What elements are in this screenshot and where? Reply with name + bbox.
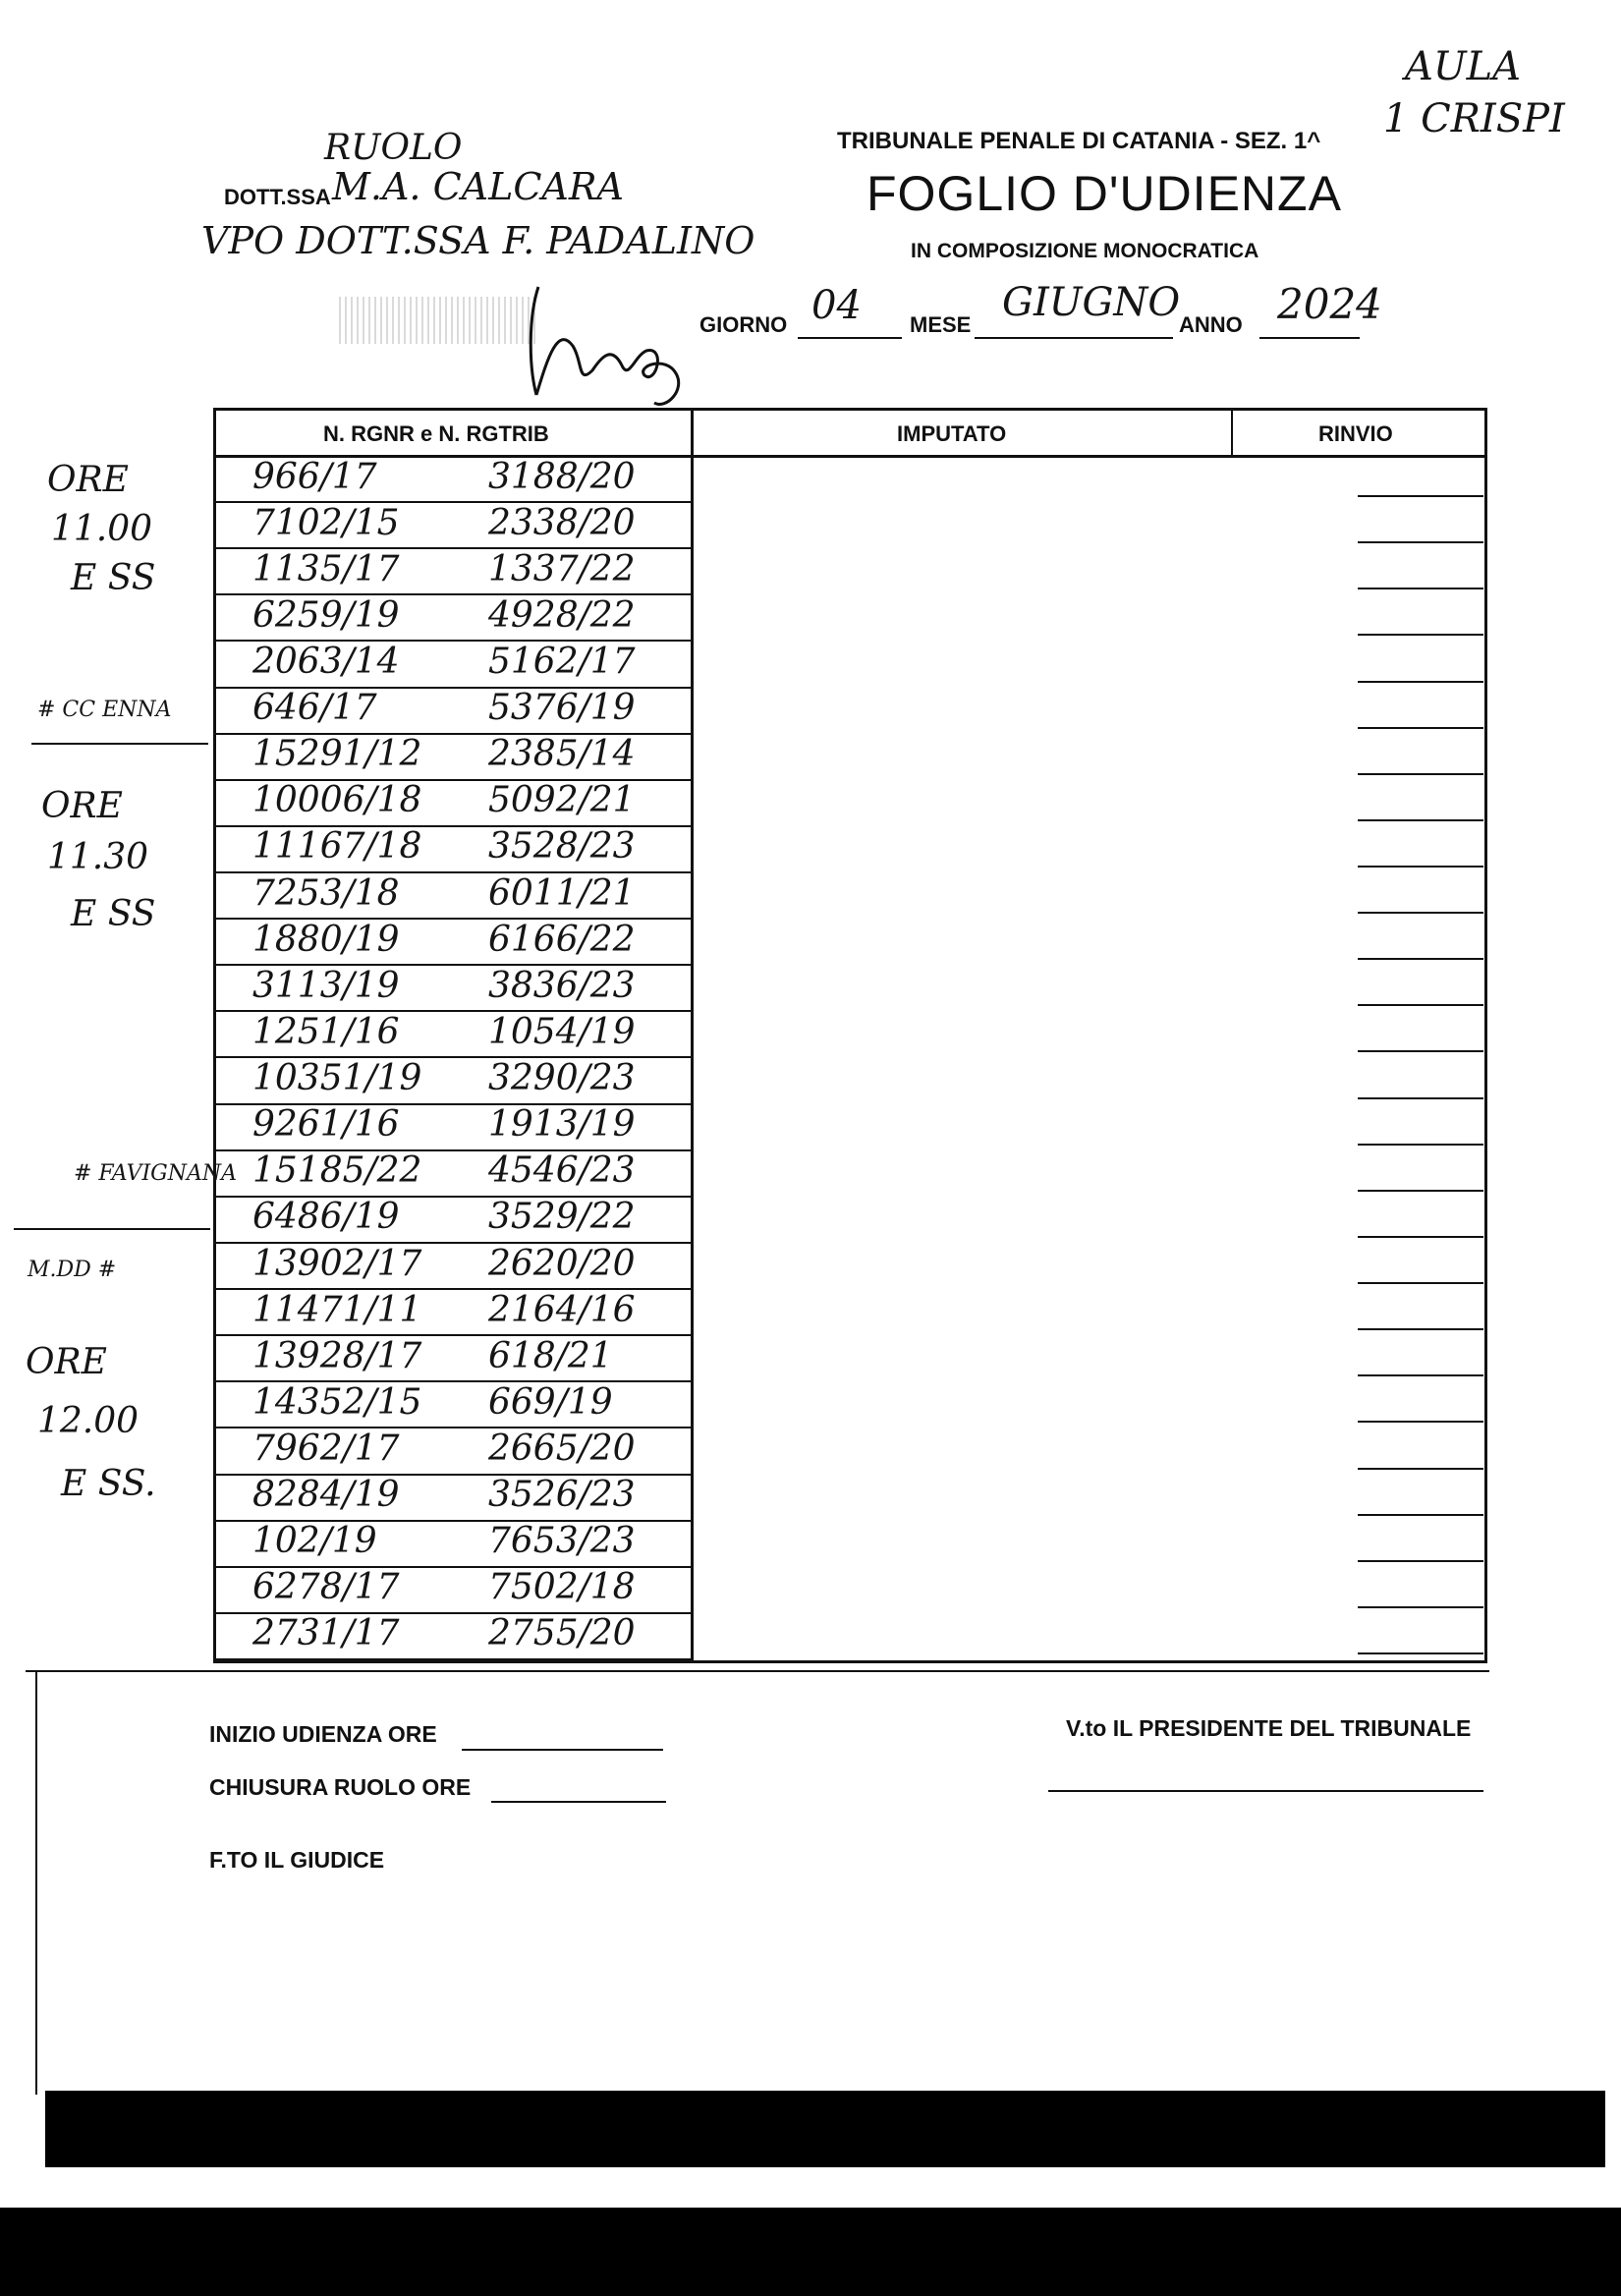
table-row — [213, 1382, 1487, 1428]
rgnr-cell: 11471/11 — [252, 1289, 422, 1330]
rgtrib-cell: 3188/20 — [488, 456, 636, 497]
table-row — [213, 595, 1487, 642]
rgtrib-cell: 7653/23 — [488, 1521, 636, 1562]
side-note-time-1: 11.00 — [51, 509, 153, 549]
rgnr-cell: 1880/19 — [252, 919, 400, 960]
side-note-cc-enna: # CC ENNA — [37, 698, 172, 722]
rgnr-cell: 3113/19 — [252, 965, 400, 1006]
rgnr-cell: 7962/17 — [252, 1428, 400, 1469]
ruolo-note: RUOLO — [324, 128, 463, 168]
table-row — [213, 781, 1487, 827]
rgnr-cell: 8284/19 — [252, 1475, 400, 1516]
col-divider-rinvio — [1231, 408, 1233, 457]
rinvio-blank — [1358, 495, 1483, 497]
rgnr-cell: 2731/17 — [252, 1613, 400, 1654]
side-note-time-2: 11.30 — [47, 837, 149, 877]
rgnr-cell: 13928/17 — [252, 1335, 422, 1376]
header-rinvio: RINVIO — [1318, 421, 1393, 446]
giudice-label: F.TO IL GIUDICE — [209, 1847, 385, 1873]
table-row — [213, 966, 1487, 1012]
side-separator-2 — [14, 1228, 210, 1230]
rinvio-blank — [1358, 819, 1483, 821]
table-row — [213, 873, 1487, 920]
rgnr-cell: 102/19 — [252, 1521, 377, 1562]
rgtrib-cell: 3836/23 — [488, 965, 636, 1006]
giorno-value: 04 — [811, 283, 862, 328]
table-row — [213, 1336, 1487, 1382]
rgtrib-cell: 4546/23 — [488, 1150, 636, 1192]
rgtrib-cell: 7502/18 — [488, 1567, 636, 1608]
rgnr-cell: 7253/18 — [252, 872, 400, 914]
mese-value: GIUGNO — [1002, 280, 1181, 325]
table-row — [213, 1614, 1487, 1660]
rinvio-blank — [1358, 1606, 1483, 1608]
rgtrib-cell: 4928/22 — [488, 594, 636, 636]
rinvio-blank — [1358, 541, 1483, 543]
signature-mark — [519, 277, 715, 415]
side-note-ore-3: ORE — [26, 1342, 107, 1382]
scan-black-band-bottom — [0, 2208, 1621, 2296]
rinvio-blank — [1358, 1468, 1483, 1470]
rinvio-blank — [1358, 958, 1483, 960]
side-note-favignana: # FAVIGNANA — [74, 1161, 237, 1186]
rinvio-blank — [1358, 773, 1483, 775]
header-rgnr: N. RGNR e N. RGTRIB — [323, 421, 549, 446]
side-note-ess-3: E SS. — [61, 1464, 156, 1504]
left-margin-line — [35, 1672, 37, 2095]
table-row — [213, 920, 1487, 966]
court-name: TRIBUNALE PENALE DI CATANIA - SEZ. 1^ — [837, 128, 1321, 154]
table-row — [213, 827, 1487, 873]
row-separator — [213, 1658, 693, 1660]
rgnr-cell: 6486/19 — [252, 1197, 400, 1238]
rgnr-cell: 1135/17 — [252, 548, 400, 589]
table-row — [213, 1244, 1487, 1290]
rgtrib-cell: 2755/20 — [488, 1613, 636, 1654]
rgnr-cell: 14352/15 — [252, 1381, 422, 1423]
rgtrib-cell: 1337/22 — [488, 548, 636, 589]
table-row — [213, 1476, 1487, 1522]
rinvio-blank — [1358, 912, 1483, 914]
table-row — [213, 1198, 1487, 1244]
rgnr-cell: 966/17 — [252, 456, 377, 497]
hearing-table — [213, 408, 1487, 1663]
rgtrib-cell: 2385/14 — [488, 734, 636, 775]
rinvio-blank — [1358, 588, 1483, 589]
side-note-ess-2: E SS — [71, 894, 156, 934]
table-row — [213, 1428, 1487, 1475]
aula-label: AULA — [1405, 44, 1522, 89]
side-note-ess-1: E SS — [71, 558, 156, 598]
rinvio-blank — [1358, 1560, 1483, 1562]
faded-stamp — [339, 297, 535, 344]
rinvio-blank — [1358, 727, 1483, 729]
table-row — [213, 1059, 1487, 1105]
table-row — [213, 457, 1487, 503]
rinvio-blank — [1358, 866, 1483, 868]
page-title: FOGLIO D'UDIENZA — [866, 166, 1342, 221]
anno-underline — [1259, 337, 1360, 339]
rgnr-cell: 13902/17 — [252, 1243, 422, 1284]
rgtrib-cell: 5376/19 — [488, 688, 636, 729]
mese-underline — [975, 337, 1173, 339]
rinvio-blank — [1358, 1374, 1483, 1376]
side-note-ore-1: ORE — [47, 460, 129, 500]
rgnr-cell: 646/17 — [252, 688, 377, 729]
rgtrib-cell: 2620/20 — [488, 1243, 636, 1284]
mese-label: MESE — [910, 312, 972, 337]
rgnr-cell: 7102/15 — [252, 502, 400, 543]
rgtrib-cell: 669/19 — [488, 1381, 613, 1423]
table-row — [213, 642, 1487, 688]
rinvio-blank — [1358, 634, 1483, 636]
rgnr-cell: 9261/16 — [252, 1104, 400, 1146]
rinvio-blank — [1358, 1652, 1483, 1654]
table-row — [213, 1522, 1487, 1568]
rinvio-blank — [1358, 1050, 1483, 1052]
table-row — [213, 549, 1487, 595]
table-top-border — [213, 408, 1487, 411]
table-row — [213, 1290, 1487, 1336]
rgtrib-cell: 2665/20 — [488, 1428, 636, 1469]
rgtrib-cell: 5092/21 — [488, 780, 636, 821]
anno-label: ANNO — [1179, 312, 1243, 337]
rgnr-cell: 11167/18 — [252, 826, 422, 868]
composition-subtitle: IN COMPOSIZIONE MONOCRATICA — [911, 240, 1259, 262]
footer-separator — [26, 1670, 1489, 1672]
rinvio-blank — [1358, 1328, 1483, 1330]
judge-title-label: DOTT.SSA — [224, 185, 331, 209]
rinvio-blank — [1358, 1004, 1483, 1006]
side-note-time-3: 12.00 — [37, 1401, 140, 1441]
inizio-udienza-label: INIZIO UDIENZA ORE — [209, 1721, 437, 1747]
rgtrib-cell: 1054/19 — [488, 1011, 636, 1052]
presidente-signature-line — [1048, 1790, 1483, 1792]
table-row — [213, 1568, 1487, 1614]
rinvio-blank — [1358, 681, 1483, 683]
rgnr-cell: 10006/18 — [252, 780, 422, 821]
rgtrib-cell: 5162/17 — [488, 642, 636, 683]
rgnr-cell: 10351/19 — [252, 1058, 422, 1099]
rgtrib-cell: 2164/16 — [488, 1289, 636, 1330]
vpo-name: VPO DOTT.SSA F. PADALINO — [201, 219, 755, 262]
rgtrib-cell: 3290/23 — [488, 1058, 636, 1099]
rgtrib-cell: 3529/22 — [488, 1197, 636, 1238]
rinvio-blank — [1358, 1190, 1483, 1192]
rinvio-blank — [1358, 1236, 1483, 1238]
rgtrib-cell: 1913/19 — [488, 1104, 636, 1146]
rgnr-cell: 6278/17 — [252, 1567, 400, 1608]
rgtrib-cell: 6166/22 — [488, 919, 636, 960]
rgnr-cell: 2063/14 — [252, 642, 400, 683]
rgnr-cell: 15185/22 — [252, 1150, 422, 1192]
side-separator-1 — [31, 743, 208, 745]
table-row — [213, 503, 1487, 549]
side-note-ore-2: ORE — [41, 786, 123, 826]
table-row — [213, 1012, 1487, 1058]
table-row — [213, 735, 1487, 781]
rinvio-blank — [1358, 1097, 1483, 1099]
rinvio-blank — [1358, 1282, 1483, 1284]
scan-black-band-top — [45, 2091, 1605, 2167]
chiusura-underline — [491, 1801, 666, 1803]
table-row — [213, 689, 1487, 735]
anno-value: 2024 — [1277, 280, 1382, 328]
rinvio-blank — [1358, 1421, 1483, 1423]
aula-room: 1 CRISPI — [1383, 96, 1565, 141]
rinvio-blank — [1358, 1514, 1483, 1516]
rgtrib-cell: 3526/23 — [488, 1475, 636, 1516]
rgtrib-cell: 2338/20 — [488, 502, 636, 543]
side-note-m-dd: M.DD # — [28, 1258, 117, 1282]
rgnr-cell: 15291/12 — [252, 734, 422, 775]
header-imputato: IMPUTATO — [897, 421, 1007, 446]
rgnr-cell: 1251/16 — [252, 1011, 400, 1052]
table-bottom-border — [213, 1660, 1487, 1663]
chiusura-ruolo-label: CHIUSURA RUOLO ORE — [209, 1774, 472, 1800]
inizio-underline — [462, 1749, 663, 1751]
rinvio-blank — [1358, 1144, 1483, 1146]
table-row — [213, 1105, 1487, 1151]
presidente-label: V.to IL PRESIDENTE DEL TRIBUNALE — [1066, 1715, 1472, 1741]
rgtrib-cell: 6011/21 — [488, 872, 636, 914]
judge-name: M.A. CALCARA — [332, 165, 624, 208]
rgtrib-cell: 3528/23 — [488, 826, 636, 868]
giorno-label: GIORNO — [699, 312, 788, 337]
table-row — [213, 1151, 1487, 1198]
rgnr-cell: 6259/19 — [252, 594, 400, 636]
giorno-underline — [798, 337, 902, 339]
rgtrib-cell: 618/21 — [488, 1335, 613, 1376]
